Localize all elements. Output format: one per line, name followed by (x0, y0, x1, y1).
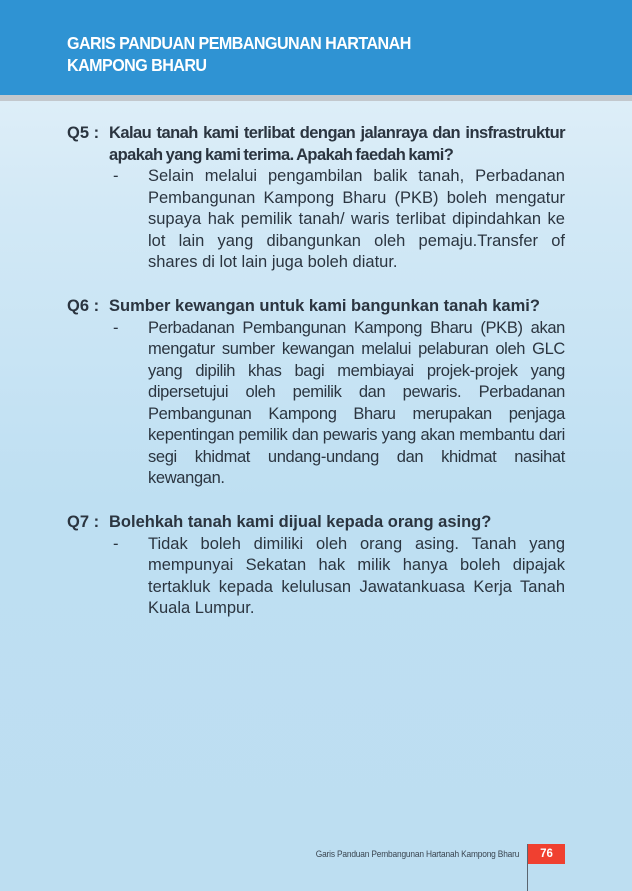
answer-bullet: - (113, 167, 119, 185)
page-number-badge: 76 (528, 844, 565, 864)
question-label: Q6 : (67, 297, 100, 315)
footer-running-title: Garis Panduan Pembangunan Hartanah Kampong Bharu (315, 849, 519, 860)
question-label: Q7 : (67, 513, 100, 531)
question-text: Sumber kewangan untuk kami bangunkan tanah kami? (109, 297, 540, 315)
question-row (67, 512, 565, 534)
answer-row (67, 166, 565, 274)
question-row (67, 296, 565, 318)
answer-text: Perbadanan Pembangunan Kampong Bharu (PKB) akan mengatur sumber kewangan melalui pelaburan oleh GLC yang dipilih khas bagi membiayai projek-projek yang dipersetujui oleh pemilik dan pewaris. Perbadanan Pembangunan Kampong Bharu merupakan penjaga kepentingan pemilik dan pewaris yang akan membantu dari segi khidmat undang-undang dan khidmat nasihat kewangan. (148, 318, 565, 487)
page-title-line-1: GARIS PANDUAN PEMBANGUNAN HARTANAH (67, 33, 411, 53)
page-title-line-2: KAMPONG BHARU (67, 55, 207, 75)
page-title (67, 32, 411, 76)
answer-row (67, 318, 565, 490)
question-text: Kalau tanah kami terlibat dengan jalanraya dan insfrastruktur apakah yang kami terima. Apakah faedah kami? (109, 124, 565, 164)
question-label: Q5 : (67, 124, 100, 142)
question-text: Bolehkah tanah kami dijual kepada orang asing? (109, 513, 492, 531)
answer-row (67, 534, 565, 620)
page-header (0, 0, 632, 95)
question-row (67, 123, 565, 166)
faq-item-q6 (67, 296, 565, 490)
answer-bullet: - (113, 318, 119, 337)
answer-bullet: - (113, 534, 119, 553)
answer-text: Selain melalui pengambilan balik tanah, Perbadanan Pembangunan Kampong Bharu (PKB) boleh mengatur supaya hak pemilik tanah/ waris terlibat dipindahkan ke lot lain yang dibangunkan oleh pemaju.Transfer of shares di lot lain juga boleh diatur. (148, 167, 565, 271)
header-divider (0, 95, 632, 101)
faq-item-q5 (67, 123, 565, 274)
answer-text: Tidak boleh dimiliki oleh orang asing. Tanah yang mempunyai Sekatan hak milik hanya boleh dipajak tertakluk kepada kelulusan Jawatankuasa Kerja Tanah Kuala Lumpur. (148, 534, 565, 617)
faq-item-q7 (67, 512, 565, 620)
